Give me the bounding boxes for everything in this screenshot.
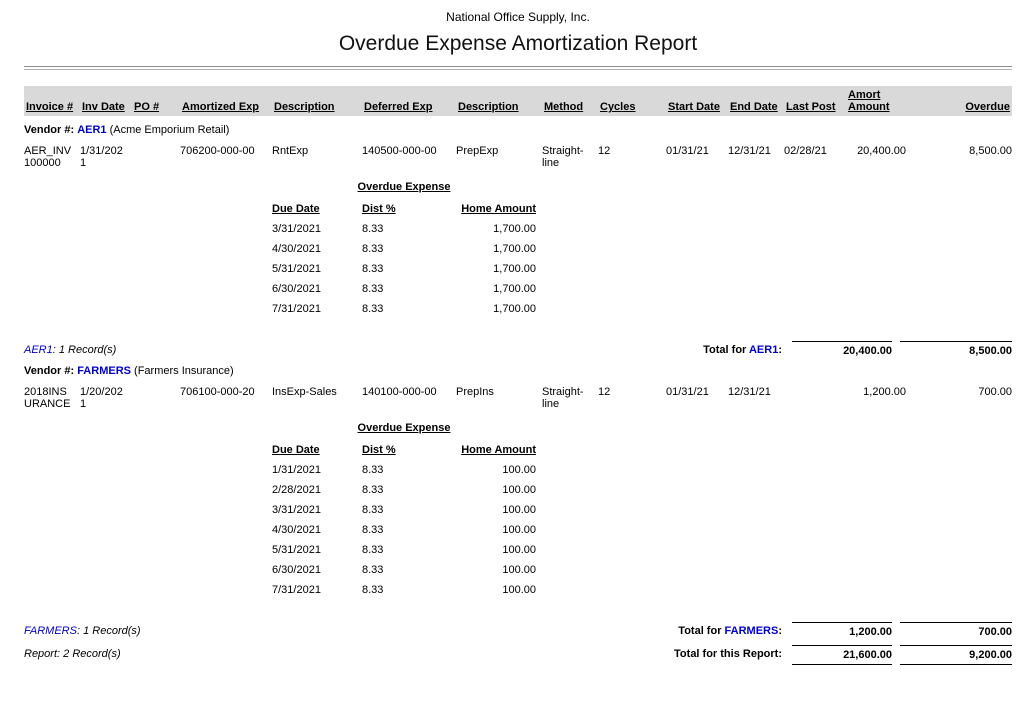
cycles-cell: 12 <box>598 145 611 157</box>
schedule-row <box>272 564 536 576</box>
description-1-cell: InsExp-Sales <box>272 386 337 398</box>
home-amount-cell: 100.00 <box>502 584 536 596</box>
dist-cell: 8.33 <box>362 243 384 255</box>
schedule-header-home-amount: Home Amount <box>461 444 536 456</box>
due-date-cell: 3/31/2021 <box>272 223 321 235</box>
vendor-total-row <box>24 341 1012 357</box>
report-label: Report: <box>24 648 61 660</box>
due-date-cell: 4/30/2021 <box>272 524 321 536</box>
vendor-label: Vendor #: <box>24 124 75 136</box>
home-amount-cell: 100.00 <box>502 504 536 516</box>
report-total-row <box>24 645 1012 665</box>
schedule-header-dist: Dist % <box>362 203 396 215</box>
description-1-cell: RntExp <box>272 145 309 157</box>
description-2-cell: PrepExp <box>456 145 499 157</box>
schedule-header-home-amount: Home Amount <box>461 203 536 215</box>
overdue-expense-schedule <box>272 181 536 315</box>
method-cell: Straight-line <box>542 386 584 410</box>
colon: : <box>778 625 782 637</box>
last-post-cell <box>784 386 840 410</box>
colon: : <box>52 344 56 356</box>
schedule-row <box>272 283 536 295</box>
report-record-count-text: 2 Record(s) <box>63 648 121 660</box>
invoice-row <box>24 386 1012 410</box>
dist-cell: 8.33 <box>362 584 384 596</box>
table-header <box>24 86 1012 116</box>
schedule-row <box>272 524 536 536</box>
dist-cell: 8.33 <box>362 524 384 536</box>
report-total-amort: 21,600.00 <box>792 645 892 665</box>
report-record-count <box>24 645 674 660</box>
schedule-row <box>272 243 536 255</box>
amortized-exp-cell: 706200-000-00 <box>180 145 255 157</box>
home-amount-cell: 1,700.00 <box>493 303 536 315</box>
dist-cell: 8.33 <box>362 484 384 496</box>
vendor-section-farmers <box>24 365 1012 638</box>
home-amount-cell: 100.00 <box>502 464 536 476</box>
dist-cell: 8.33 <box>362 464 384 476</box>
amort-amount-line1: Amort <box>848 89 881 101</box>
amort-amount-cell: 1,200.00 <box>863 386 906 398</box>
vendor-total-amort: 1,200.00 <box>792 622 892 638</box>
column-header-end-date: End Date <box>730 101 778 113</box>
due-date-cell: 7/31/2021 <box>272 584 321 596</box>
inv-date-cell: 1/20/2021 <box>80 386 123 410</box>
column-header-po: PO # <box>134 101 160 113</box>
vendor-code: AER1 <box>24 344 53 356</box>
schedule-row <box>272 544 536 556</box>
vendor-total-overdue: 8,500.00 <box>900 341 1012 357</box>
vendor-total-overdue: 700.00 <box>900 622 1012 638</box>
schedule-header-row <box>272 203 536 215</box>
due-date-cell: 6/30/2021 <box>272 564 321 576</box>
header-divider <box>24 66 1012 70</box>
column-header-deferred-exp: Deferred Exp <box>364 101 433 113</box>
schedule-header-row <box>272 444 536 456</box>
vendor-total-label <box>678 622 782 637</box>
record-count-text: 1 Record(s) <box>58 344 117 356</box>
vendor-code: AER1 <box>748 344 779 356</box>
home-amount-cell: 1,700.00 <box>493 243 536 255</box>
home-amount-cell: 1,700.00 <box>493 283 536 295</box>
total-for-text: Total for <box>703 344 747 356</box>
vendor-total-row <box>24 622 1012 638</box>
colon: : <box>778 344 782 356</box>
report-total-label: Total for this Report: <box>674 648 782 660</box>
start-date-cell: 01/31/21 <box>666 386 709 398</box>
dist-cell: 8.33 <box>362 223 384 235</box>
dist-cell: 8.33 <box>362 303 384 315</box>
inv-date-cell: 1/31/2021 <box>80 145 123 169</box>
schedule-row <box>272 584 536 596</box>
schedule-title: Overdue Expense <box>357 422 451 434</box>
vendor-code: FARMERS <box>24 625 77 637</box>
column-header-description-2: Description <box>458 101 519 113</box>
overdue-cell: 8,500.00 <box>969 145 1012 157</box>
schedule-row <box>272 223 536 235</box>
column-header-cycles: Cycles <box>600 101 636 113</box>
po-cell <box>132 145 174 169</box>
description-2-cell: PrepIns <box>456 386 494 398</box>
due-date-cell: 5/31/2021 <box>272 544 321 556</box>
cycles-cell: 12 <box>598 386 611 398</box>
overdue-cell: 700.00 <box>978 386 1012 398</box>
po-cell <box>132 386 174 410</box>
home-amount-cell: 100.00 <box>502 564 536 576</box>
home-amount-cell: 100.00 <box>502 484 536 496</box>
vendor-total-amort: 20,400.00 <box>792 341 892 357</box>
colon: : <box>76 625 81 637</box>
schedule-row <box>272 303 536 315</box>
vendor-code: AER1 <box>77 124 107 136</box>
page-title: Overdue Expense Amortization Report <box>338 32 698 55</box>
overdue-expense-schedule <box>272 422 536 596</box>
last-post-cell: 02/28/21 <box>784 145 827 157</box>
column-header-amort-amount <box>848 89 908 113</box>
due-date-cell: 4/30/2021 <box>272 243 321 255</box>
vendor-code: FARMERS <box>724 625 779 637</box>
schedule-header-due-date: Due Date <box>272 203 320 215</box>
report-total-overdue: 9,200.00 <box>900 645 1012 665</box>
vendor-total-label <box>703 341 782 356</box>
vendor-record-count <box>24 341 703 356</box>
start-date-cell: 01/31/21 <box>666 145 709 157</box>
vendor-heading <box>24 124 1012 136</box>
vendor-heading <box>24 365 1012 377</box>
end-date-cell: 12/31/21 <box>728 145 771 157</box>
vendor-code: FARMERS <box>77 365 131 377</box>
deferred-exp-cell: 140100-000-00 <box>362 386 437 398</box>
method-cell: Straight-line <box>542 145 584 169</box>
due-date-cell: 5/31/2021 <box>272 263 321 275</box>
end-date-cell: 12/31/21 <box>728 386 771 398</box>
amortized-exp-cell: 706100-000-20 <box>180 386 255 398</box>
invoice-no-cell: AER_INV100000 <box>24 145 72 169</box>
schedule-row <box>272 504 536 516</box>
dist-cell: 8.33 <box>362 504 384 516</box>
schedule-header-dist: Dist % <box>362 444 396 456</box>
column-header-start-date: Start Date <box>668 101 720 113</box>
home-amount-cell: 100.00 <box>502 544 536 556</box>
column-header-last-post: Last Post <box>786 101 836 113</box>
amort-amount-cell: 20,400.00 <box>857 145 906 157</box>
dist-cell: 8.33 <box>362 283 384 295</box>
home-amount-cell: 1,700.00 <box>493 263 536 275</box>
dist-cell: 8.33 <box>362 564 384 576</box>
schedule-title: Overdue Expense <box>357 181 451 193</box>
dist-cell: 8.33 <box>362 544 384 556</box>
record-count-text: 1 Record(s) <box>83 625 141 637</box>
vendor-record-count <box>24 622 678 637</box>
due-date-cell: 2/28/2021 <box>272 484 321 496</box>
vendor-label: Vendor #: <box>24 365 75 377</box>
column-header-overdue: Overdue <box>965 101 1010 113</box>
vendor-section-aer1 <box>24 124 1012 357</box>
column-header-method: Method <box>544 101 584 113</box>
total-for-text: Total for <box>678 625 722 637</box>
home-amount-cell: 100.00 <box>502 524 536 536</box>
due-date-cell: 6/30/2021 <box>272 283 321 295</box>
column-header-description-1: Description <box>274 101 335 113</box>
due-date-cell: 1/31/2021 <box>272 464 321 476</box>
amort-amount-line2: Amount <box>848 101 890 113</box>
schedule-row <box>272 484 536 496</box>
schedule-header-due-date: Due Date <box>272 444 320 456</box>
column-header-amortized-exp: Amortized Exp <box>182 101 260 113</box>
home-amount-cell: 1,700.00 <box>493 223 536 235</box>
column-header-invoice: Invoice # <box>26 101 74 113</box>
vendor-name: (Acme Emporium Retail) <box>109 124 230 136</box>
due-date-cell: 7/31/2021 <box>272 303 321 315</box>
column-header-inv-date: Inv Date <box>82 101 125 113</box>
vendor-name: (Farmers Insurance) <box>134 365 234 377</box>
deferred-exp-cell: 140500-000-00 <box>362 145 437 157</box>
schedule-row <box>272 263 536 275</box>
dist-cell: 8.33 <box>362 263 384 275</box>
schedule-row <box>272 464 536 476</box>
due-date-cell: 3/31/2021 <box>272 504 321 516</box>
company-name: National Office Supply, Inc. <box>446 10 590 24</box>
invoice-no-cell: 2018INSURANCE <box>24 386 71 410</box>
invoice-row <box>24 145 1012 169</box>
